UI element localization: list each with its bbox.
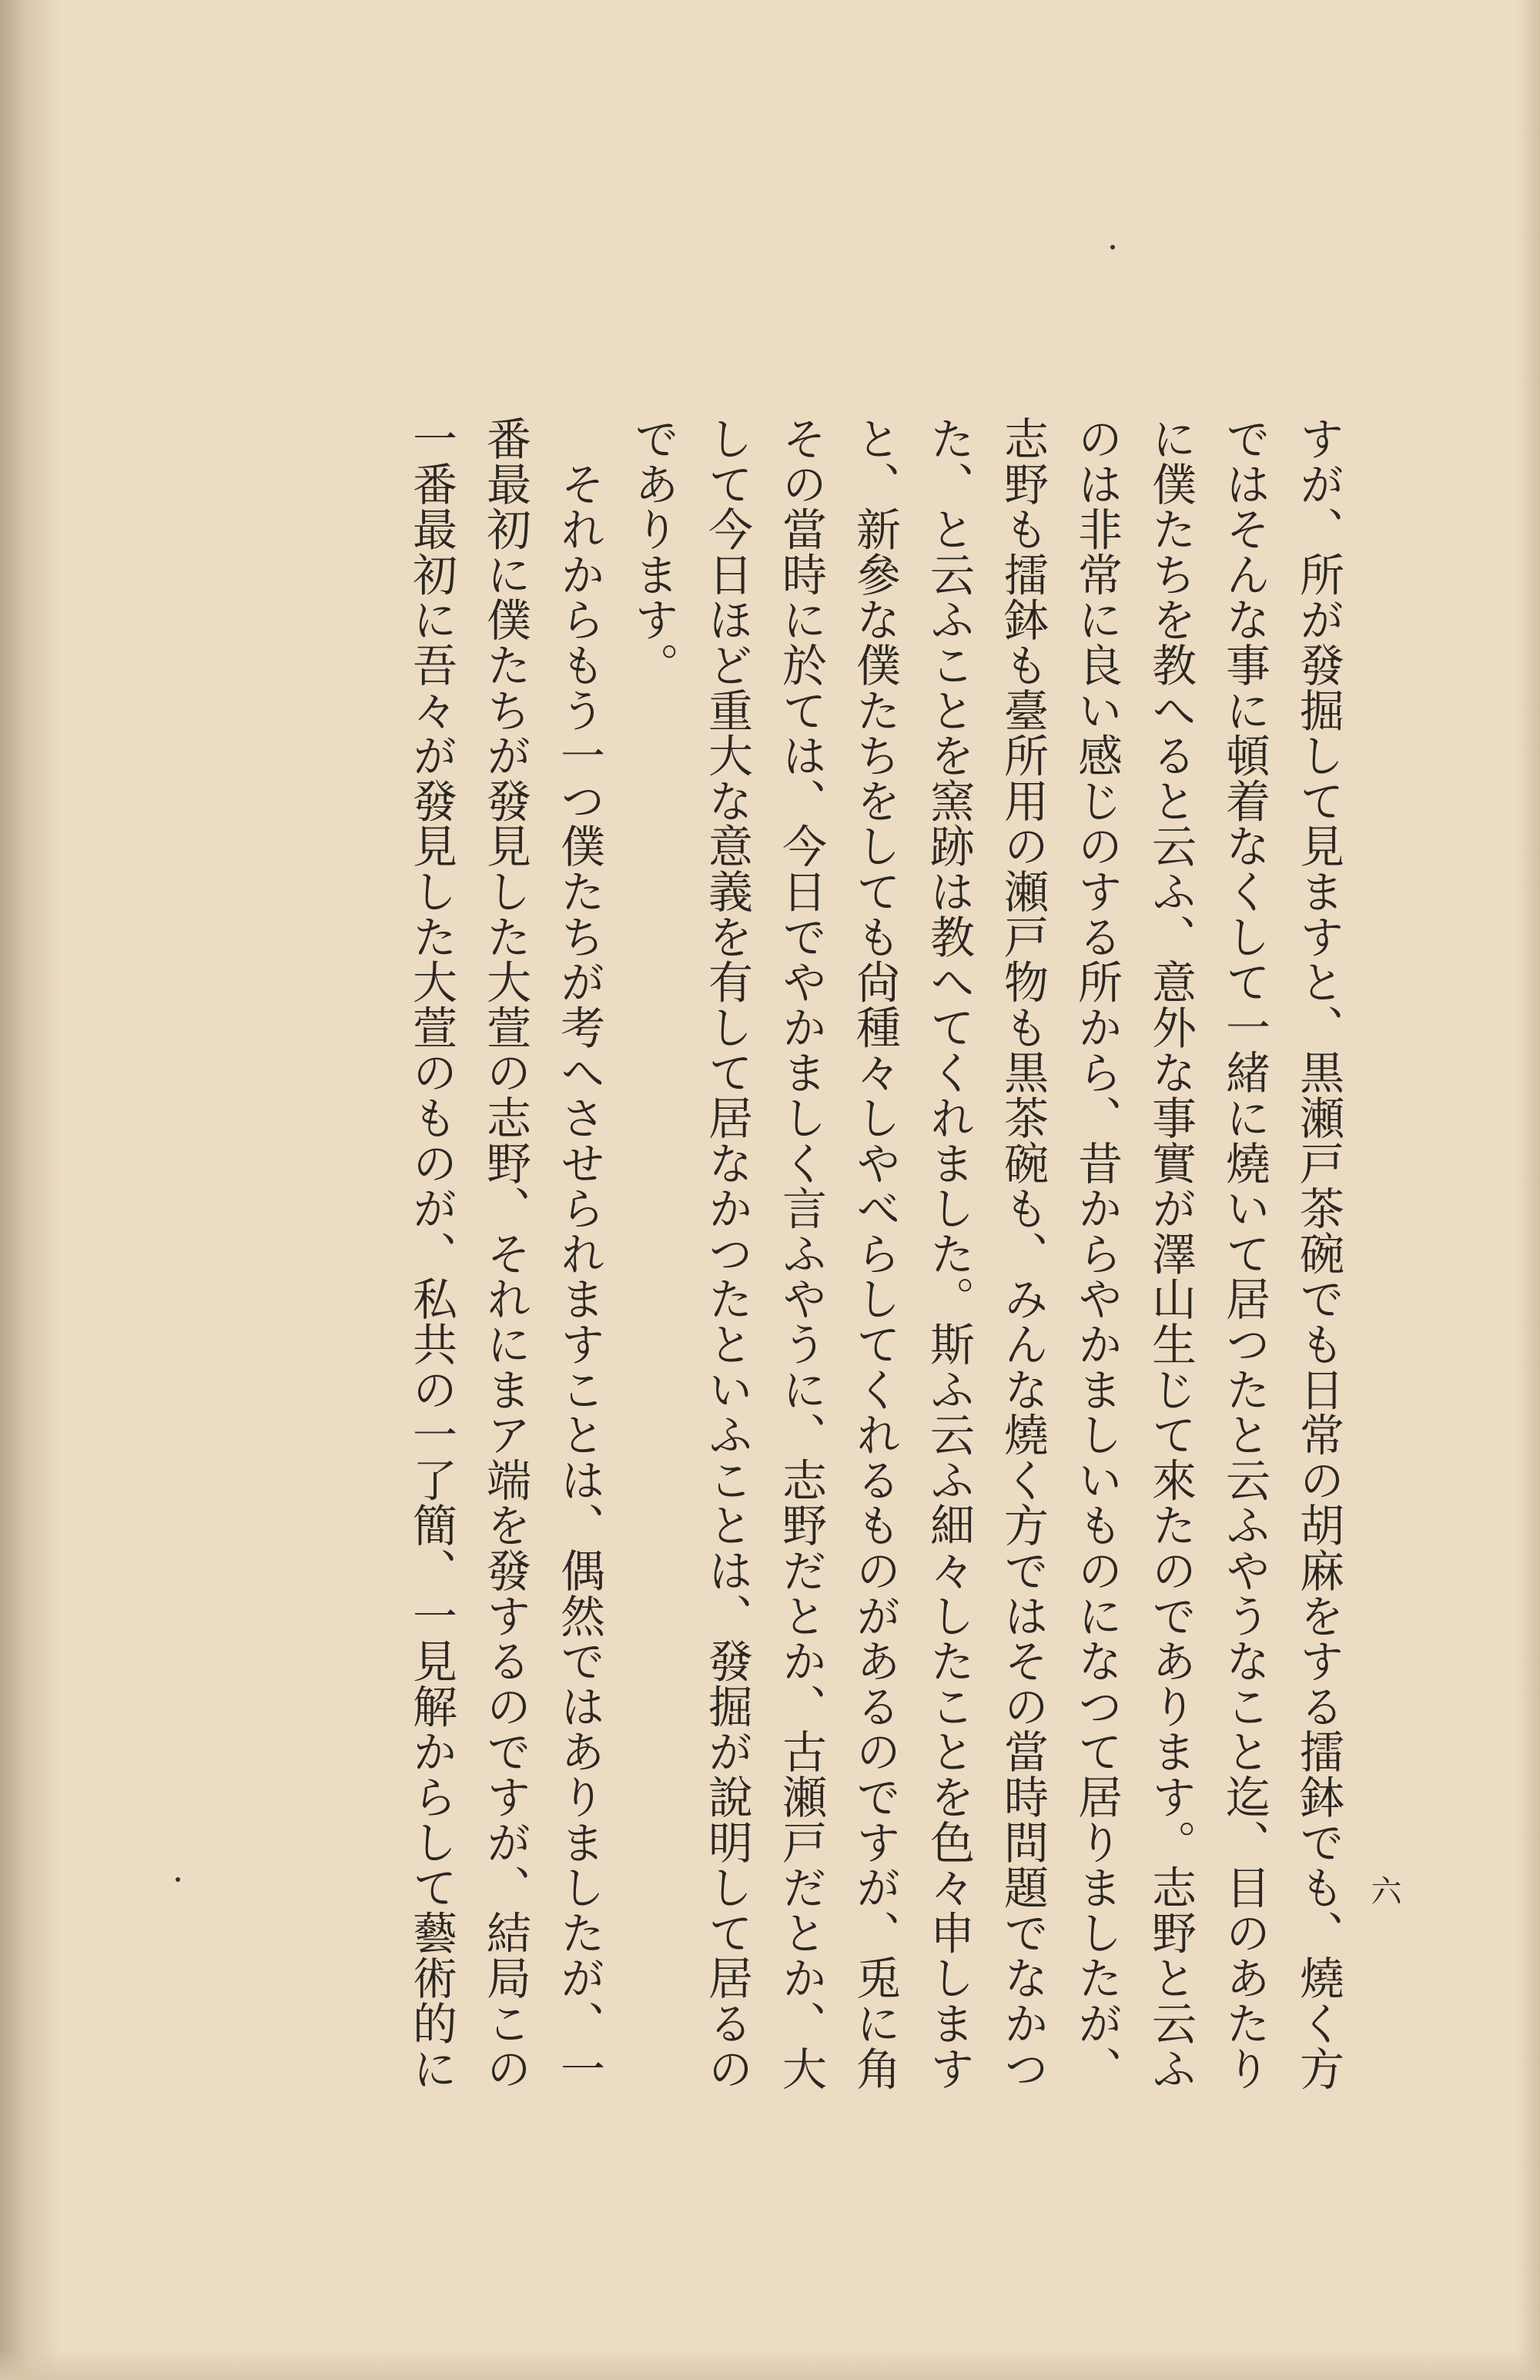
- text-line: であります。: [627, 416, 679, 688]
- page-bottom-shadow: [0, 2349, 1540, 2380]
- page-edge-shadow: [1517, 0, 1540, 2380]
- text-line: それからもう一つ僕たちが考へさせられますことは、偶然ではありましたが、一: [553, 416, 605, 2091]
- body-text: [185, 416, 1355, 2164]
- text-line: 志野も擂鉢も臺所用の瀬戸物も黒茶碗も、みんな燒く方ではその當時問題でなかつ: [996, 416, 1049, 2091]
- text-line: 一番最初に吾々が發見した大萱のものが、私共の一了簡、一見解からして藝術的に: [405, 416, 457, 2091]
- text-line: して今日ほど重大な意義を有して居なかつたといふことは、發掘が說明して居るの: [701, 416, 753, 2091]
- text-line: その當時に於ては、今日でやかましく言ふやうに、志野だとか、古瀬戸だとか、大: [775, 416, 827, 2091]
- text-line: た、と云ふことを窯跡は教へてくれました。斯ふ云ふ細々したことを色々申します: [922, 416, 975, 2091]
- text-line: に僕たちを教へると云ふ、意外な事實が澤山生じて來たのであります。志野と云ふ: [1144, 416, 1197, 2091]
- page-number: 六: [1366, 1875, 1401, 1906]
- paper-speck: [176, 1877, 180, 1882]
- text-line: と、新參な僕たちをしても尙種々しやべらしてくれるものがあるのですが、兎に角: [849, 416, 901, 2091]
- text-line: ではそんな事に頓着なくして一緒に燒いて居つたと云ふやうなこと迄、目のあたり: [1218, 416, 1270, 2091]
- paper-speck: [1110, 245, 1115, 249]
- text-line: 番最初に僕たちが發見した大萱の志野、それにまア端を發するのですが、結局この: [479, 416, 531, 2091]
- text-line: すが、所が發掘して見ますと、黒瀬戸茶碗でも日常の胡麻をする擂鉢でも、燒く方: [1292, 416, 1344, 2091]
- spine-shadow: [0, 0, 62, 2380]
- text-line: のは非常に良い感じのする所から、昔からやかましいものになつて居りましたが、: [1070, 416, 1123, 2091]
